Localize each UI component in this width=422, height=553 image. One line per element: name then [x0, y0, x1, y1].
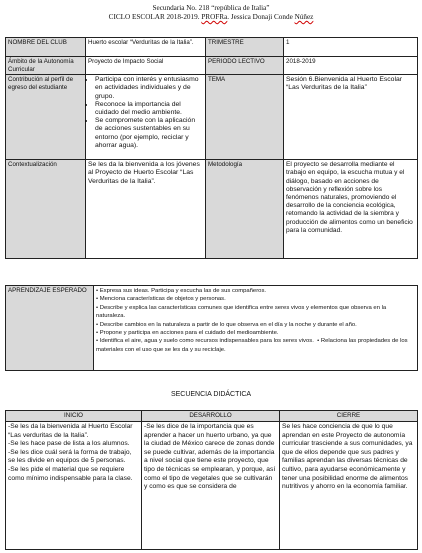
club-name-label: NOMBRE DEL CLUB: [6, 38, 86, 57]
ambito-label: Ámbito de la Autonomía Curricular: [6, 57, 86, 75]
cierre-header: CIERRE: [280, 411, 418, 422]
secuencia-title: SECUENCIA DIDÁCTICA: [170, 391, 252, 398]
profra-label: PROFRa: [201, 13, 228, 21]
list-item: • Propone y participa en acciones para el cuidado del medioambiente.: [96, 330, 279, 337]
list-item: -Se les dice cuál será la forma de trabajo, se les divide en equipos de 5 personas.: [8, 448, 132, 465]
ambito-value: Proyecto de Impacto Social: [86, 57, 206, 75]
cierre-cell: Se les hace conciencia de que lo que aprendan en este Proyecto de autonomía curricular trasciende a sus comunidades, ya que de ellos depende que sus padres y familias aprendan las diversas técnicas de cultivo, para ayudarse económicamente y tener una posibilidad enorme de alimentos nutritivos y ahorro en la economía familiar.: [280, 422, 418, 550]
perfil-egreso-value: [86, 75, 206, 160]
desarrollo-cell: -Se les dice de la importancia que es aprender a hacer un huerto urbano, ya que la ciudad de México carece de zonas donde se puede cultivar, además de la importancia a nivel social que tiene este proyecto, que tipo de técnicas se emplearan, y porque, así como el tipo de vegetales que se cultivarán y como es que se considera de: [142, 422, 280, 550]
inicio-cell: [6, 422, 142, 550]
aprendizaje-label: APRENDIZAJE ESPERADO: [6, 286, 94, 371]
cycle-prefix: CICLO ESCOLAR 2018-2019.: [108, 13, 202, 21]
perfil-egreso-list: [88, 76, 203, 150]
teacher-name: . Jessica Donaji Conde: [227, 13, 295, 21]
list-item: • Se compromete con la aplicación de acciones sustentables en su entorno (por ejemplo, reciclar y ahorrar agua).: [95, 117, 203, 150]
contextualizacion-label: Contextualización: [6, 160, 86, 259]
teacher-surname: Núñez: [294, 13, 314, 21]
aprendizaje-value: [94, 286, 418, 371]
club-name-value: Huerto escolar “Verduritas de la Italia”.: [86, 38, 206, 57]
list-item: -Se les pide el material que se requiere como mínimo indispensable para la clase.: [8, 465, 133, 482]
list-item: -Se les da la bienvenida al Huerto Escolar “Las verduritas de la Italia”.: [8, 423, 133, 439]
list-item: • Expresa sus ideas. Participa y escucha las de sus compañeros.: [96, 288, 267, 294]
metodologia-label: Metodología: [206, 160, 284, 259]
school-cycle-teacher: [0, 13, 422, 21]
tema-value: Sesión 6.Bienvenida al Huerto Escolar “Las Verduritas de la Italia”: [284, 75, 418, 160]
list-item: • Describe cambios en la naturaleza a partir de lo que observa en el día y la noche y durante el año.: [96, 321, 357, 328]
tema-label: TEMA: [206, 75, 284, 160]
metodologia-value: El proyecto se desarrolla mediante el trabajo en equipo, la escucha mutua y el diálogo, basado en acciones de observación y reflexión sobre los fenómenos naturales, promoviendo el desarrollo de la conciencia ecológica, retomando la actividad de la siembra y producción de alimentos como un beneficio para la comunidad.: [284, 160, 418, 259]
club-info-table: [5, 37, 418, 259]
contextualizacion-value: Se les da la bienvenida a los jóvenes al Proyecto de Huerto Escolar “Las Verduritas de la Italia”.: [86, 160, 206, 259]
desarrollo-header: DESARROLLO: [142, 411, 280, 422]
trimestre-label: TRIMESTRE: [206, 38, 284, 57]
list-item: • Menciona características de objetos y personas.: [96, 296, 226, 303]
list-item: • Participa con interés y entusiasmo en actividades individuales y de grupo.: [95, 76, 203, 101]
perfil-egreso-label: Contribución al perfil de egreso del estudiante: [6, 75, 86, 160]
list-item: • Reconoce la importancia del cuidado del medio ambiente.: [95, 101, 203, 117]
list-item: -Se les hace pase de lista a los alumnos.: [8, 440, 130, 448]
aprendizaje-table: [5, 285, 418, 371]
inicio-header: INICIO: [6, 411, 142, 422]
secuencia-table: [5, 410, 418, 550]
list-item: • Describe y explica las características comunes que identifica entre seres vivos y elementos que observa en la naturaleza.: [96, 304, 387, 320]
trimestre-value: 1: [284, 38, 418, 57]
periodo-label: PERIODO LECTIVO: [206, 57, 284, 75]
list-item: • Identifica el aire, agua y suelo como recursos indispensables para los seres vivos.: [96, 338, 314, 345]
school-name: Secundaria No. 218 “república de Italia”: [152, 4, 270, 12]
list-item: • Relaciona las propiedades de los materiales con el uso que se les da y su reciclaje.: [96, 338, 408, 353]
periodo-value: 2018-2019: [284, 57, 418, 75]
